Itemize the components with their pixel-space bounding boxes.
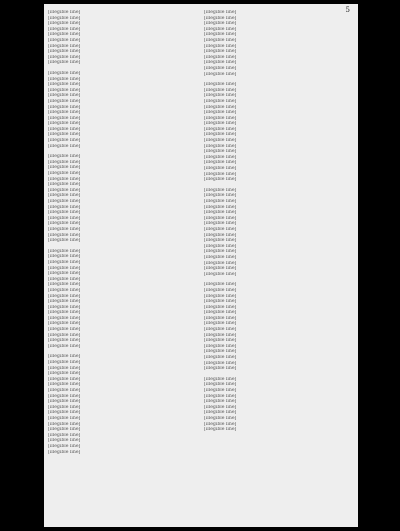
directory-entry: [illegible line] xyxy=(48,49,81,55)
directory-entry: [illegible line] xyxy=(204,232,237,238)
directory-entry: [illegible line] xyxy=(204,98,237,104)
directory-entry: [illegible line] xyxy=(48,304,81,310)
directory-entry: [illegible line] xyxy=(204,304,237,310)
directory-entry: [illegible line] xyxy=(48,365,81,371)
directory-entry: [illegible line] xyxy=(204,415,237,421)
directory-entry: [illegible line] xyxy=(204,332,237,338)
directory-entry: [illegible line] xyxy=(204,266,237,272)
directory-entry: [illegible line] xyxy=(204,299,237,305)
directory-entry: [illegible line] xyxy=(48,338,81,344)
directory-entry: [illegible line] xyxy=(48,93,81,99)
directory-entry: [illegible line] xyxy=(204,327,237,333)
directory-entry: [illegible line] xyxy=(204,21,237,27)
directory-entry: [illegible line] xyxy=(204,271,237,277)
directory-entry: [illegible line] xyxy=(204,193,237,199)
directory-entry: [illegible line] xyxy=(204,310,237,316)
directory-entry: [illegible line] xyxy=(204,149,237,155)
directory-entry: [illegible line] xyxy=(204,37,237,43)
directory-entry: [illegible line] xyxy=(204,204,237,210)
directory-entry: [illegible line] xyxy=(48,327,81,333)
directory-entry: [illegible line] xyxy=(48,276,81,282)
directory-entry: [illegible line] xyxy=(204,210,237,216)
directory-entry: [illegible line] xyxy=(204,410,237,416)
directory-entry: [illegible line] xyxy=(204,287,237,293)
directory-entry: [illegible line] xyxy=(48,354,81,360)
directory-entry: [illegible line] xyxy=(48,443,81,449)
directory-entry: [illegible line] xyxy=(48,393,81,399)
directory-entry: [illegible line] xyxy=(48,76,81,82)
directory-entry: [illegible line] xyxy=(204,366,237,372)
directory-entry: [illegible line] xyxy=(48,343,81,349)
directory-entry: [illegible line] xyxy=(48,265,81,271)
page-number: 5 xyxy=(345,6,350,14)
directory-entry: [illegible line] xyxy=(48,315,81,321)
directory-entry: [illegible line] xyxy=(204,154,237,160)
directory-entry: [illegible line] xyxy=(204,360,237,366)
directory-entry: [illegible line] xyxy=(48,215,81,221)
directory-entry: [illegible line] xyxy=(48,60,81,66)
directory-entry: [illegible line] xyxy=(204,115,237,121)
directory-entry: [illegible line] xyxy=(48,10,81,15)
directory-entry: [illegible line] xyxy=(48,143,81,149)
directory-entry: [illegible line] xyxy=(48,87,81,93)
directory-entry: [illegible line] xyxy=(48,321,81,327)
directory-entry: [illegible line] xyxy=(48,15,81,21)
directory-entry: [illegible line] xyxy=(48,138,81,144)
directory-entry: [illegible line] xyxy=(204,388,237,393)
directory-entry: [illegible line] xyxy=(204,199,237,204)
directory-entry: [illegible line] xyxy=(204,215,237,221)
directory-entry: [illegible line] xyxy=(48,21,81,27)
directory-entry: [illegible line] xyxy=(48,199,81,204)
directory-entry: [illegible line] xyxy=(48,271,81,277)
directory-entry: [illegible line] xyxy=(204,132,237,138)
directory-entry: [illegible line] xyxy=(204,221,237,227)
directory-entry: [illegible line] xyxy=(204,321,237,327)
directory-entry: [illegible line] xyxy=(48,110,81,116)
directory-entry: [illegible line] xyxy=(48,238,81,244)
directory-entry: [illegible line] xyxy=(48,388,81,393)
directory-entry: [illegible line] xyxy=(48,427,81,433)
directory-entry: [illegible line] xyxy=(204,260,237,266)
directory-entry: [illegible line] xyxy=(48,232,81,238)
directory-entry: [illegible line] xyxy=(48,82,81,88)
directory-entry: [illegible line] xyxy=(48,259,81,265)
directory-entry: [illegible line] xyxy=(48,193,81,199)
directory-entry: [illegible line] xyxy=(204,343,237,349)
directory-entry: [illegible line] xyxy=(48,187,81,193)
directory-entry: [illegible line] xyxy=(48,376,81,382)
directory-entry: [illegible line] xyxy=(48,159,81,165)
directory-entry: [illegible line] xyxy=(204,54,237,60)
directory-entry: [illegible line] xyxy=(204,138,237,144)
directory-entry: [illegible line] xyxy=(204,382,237,388)
directory-entry: [illegible line] xyxy=(48,254,81,260)
directory-entry: [illegible line] xyxy=(48,121,81,127)
directory-entry: [illegible line] xyxy=(204,71,237,77)
directory-entry: [illegible line] xyxy=(204,110,237,116)
directory-entry: [illegible line] xyxy=(48,399,81,405)
directory-entry: [illegible line] xyxy=(48,360,81,366)
directory-entry: [illegible line] xyxy=(48,176,81,182)
directory-entry: [illegible line] xyxy=(48,226,81,232)
directory-entry: [illegible line] xyxy=(48,293,81,299)
directory-entry: [illegible line] xyxy=(48,43,81,49)
directory-entry: [illegible line] xyxy=(48,310,81,316)
directory-entry: [illegible line] xyxy=(48,32,81,38)
directory-entry: [illegible line] xyxy=(204,126,237,132)
directory-entry: [illegible line] xyxy=(204,143,237,149)
directory-entry: [illegible line] xyxy=(204,26,237,32)
directory-entry: [illegible line] xyxy=(48,332,81,338)
directory-entry: [illegible line] xyxy=(204,393,237,399)
directory-entry: [illegible line] xyxy=(48,299,81,305)
directory-entry: [illegible line] xyxy=(48,154,81,160)
directory-entry: [illegible line] xyxy=(204,93,237,99)
directory-entry: [illegible line] xyxy=(48,132,81,138)
directory-entry: [illegible line] xyxy=(48,54,81,60)
directory-entry: [illegible line] xyxy=(204,293,237,299)
left-column xyxy=(48,10,196,455)
directory-entry: [illegible line] xyxy=(48,204,81,210)
directory-entry: [illegible line] xyxy=(204,10,237,15)
directory-entry: [illegible line] xyxy=(48,415,81,421)
directory-entry: [illegible line] xyxy=(204,399,237,405)
directory-entry: [illegible line] xyxy=(48,37,81,43)
directory-entry: [illegible line] xyxy=(48,404,81,410)
directory-entry: [illegible line] xyxy=(204,427,237,433)
directory-entry: [illegible line] xyxy=(48,432,81,438)
directory-entry: [illegible line] xyxy=(48,171,81,177)
directory-entry: [illegible line] xyxy=(204,226,237,232)
directory-entry: [illegible line] xyxy=(48,104,81,110)
directory-entry: [illegible line] xyxy=(48,449,81,455)
directory-entry: [illegible line] xyxy=(204,82,237,88)
directory-entry: [illegible line] xyxy=(48,421,81,427)
directory-entry: [illegible line] xyxy=(204,254,237,260)
directory-entry: [illegible line] xyxy=(204,65,237,71)
directory-entry: [illegible line] xyxy=(48,98,81,104)
directory-entry: [illegible line] xyxy=(204,15,237,21)
directory-entry: [illegible line] xyxy=(48,210,81,216)
directory-entry: [illegible line] xyxy=(48,165,81,171)
directory-entry: [illegible line] xyxy=(204,315,237,321)
directory-entry: [illegible line] xyxy=(204,376,237,382)
directory-entry: [illegible line] xyxy=(204,249,237,255)
directory-entry: [illegible line] xyxy=(48,282,81,288)
directory-entry: [illegible line] xyxy=(204,121,237,127)
directory-entry: [illegible line] xyxy=(48,248,81,254)
directory-entry: [illegible line] xyxy=(204,349,237,355)
directory-entry: [illegible line] xyxy=(204,104,237,110)
directory-entry: [illegible line] xyxy=(48,410,81,416)
directory-entry: [illegible line] xyxy=(48,287,81,293)
directory-entry: [illegible line] xyxy=(204,404,237,410)
directory-entry: [illegible line] xyxy=(204,243,237,249)
directory-entry: [illegible line] xyxy=(204,171,237,177)
directory-entry: [illegible line] xyxy=(204,421,237,427)
directory-entry: [illegible line] xyxy=(48,115,81,121)
directory-entry: [illegible line] xyxy=(204,49,237,55)
directory-entry: [illegible line] xyxy=(204,166,237,172)
directory-entry: [illegible line] xyxy=(204,87,237,93)
directory-entry: [illegible line] xyxy=(204,338,237,344)
directory-entry: [illegible line] xyxy=(48,221,81,227)
directory-entry: [illegible line] xyxy=(204,355,237,361)
directory-entry: [illegible line] xyxy=(48,382,81,388)
directory-entry: [illegible line] xyxy=(204,43,237,49)
directory-entry: [illegible line] xyxy=(48,371,81,377)
directory-entry: [illegible line] xyxy=(204,177,237,183)
directory-entry: [illegible line] xyxy=(204,60,237,66)
directory-entry: [illegible line] xyxy=(204,160,237,166)
directory-entry: [illegible line] xyxy=(204,282,237,288)
right-column xyxy=(204,10,352,433)
directory-entry: [illegible line] xyxy=(48,70,81,76)
document-page xyxy=(44,4,358,527)
directory-entry: [illegible line] xyxy=(48,126,81,132)
directory-entry: [illegible line] xyxy=(204,238,237,244)
directory-entry: [illegible line] xyxy=(204,187,237,193)
directory-entry: [illegible line] xyxy=(48,438,81,444)
directory-entry: [illegible line] xyxy=(48,26,81,32)
directory-entry: [illegible line] xyxy=(48,182,81,188)
directory-entry: [illegible line] xyxy=(204,32,237,38)
